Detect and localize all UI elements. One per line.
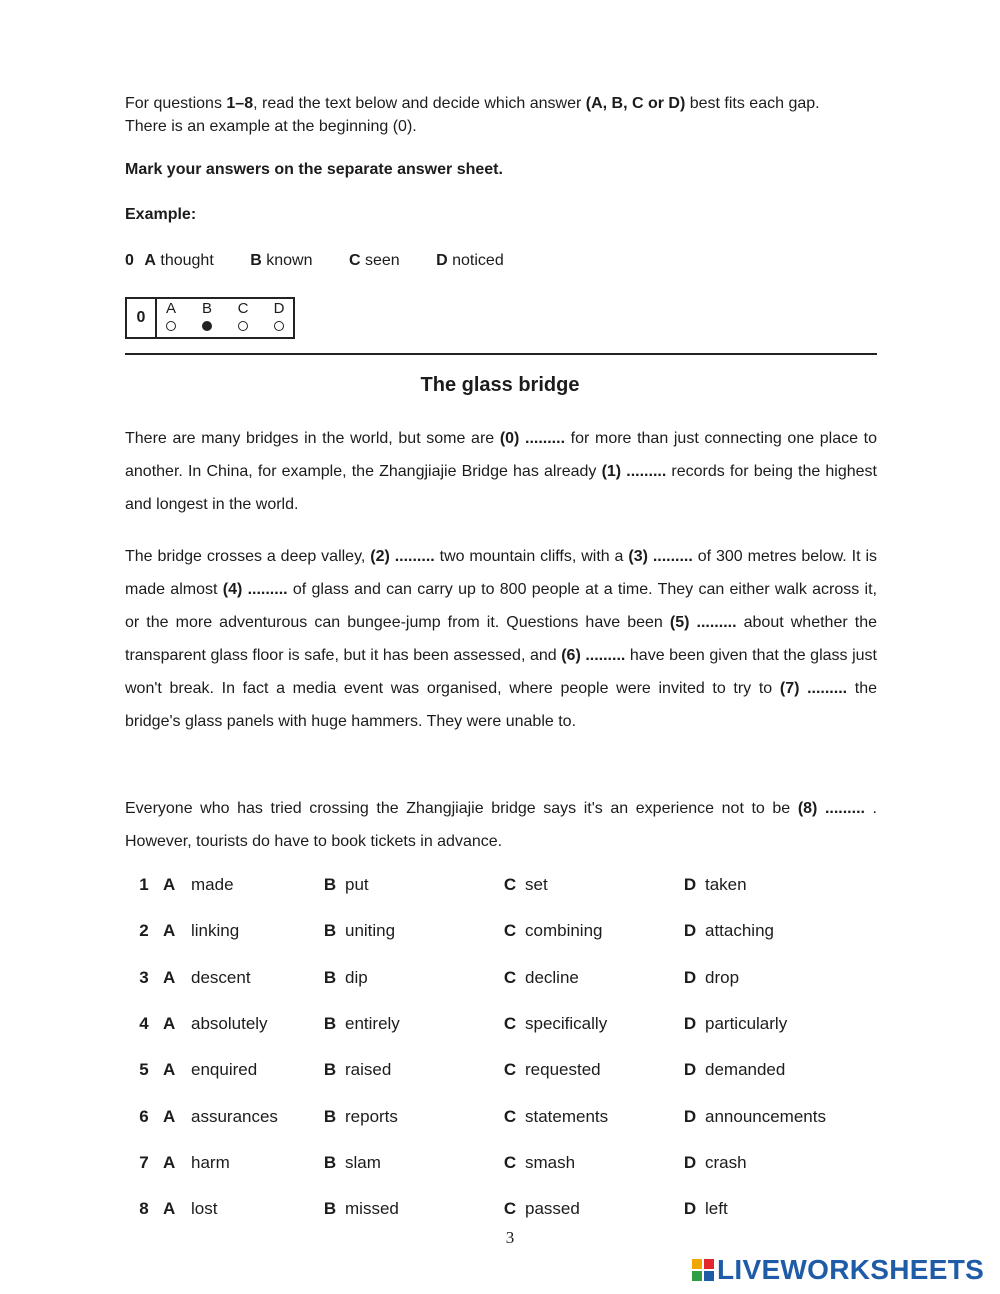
option-d[interactable]: attaching (705, 921, 774, 941)
gap-6: (6) ......... (561, 647, 626, 664)
example-options (125, 252, 504, 270)
option-b[interactable]: reports (345, 1106, 398, 1126)
answer-options-note: (A, B, C or D) (585, 95, 686, 112)
example-number: 0 (125, 252, 134, 269)
option-b[interactable]: missed (345, 1199, 399, 1219)
option-b[interactable]: dip (345, 967, 368, 987)
paragraph-2: The bridge crosses a deep valley, (2) ......... two mountain cliffs, with a (3) ......... of 300 metres below. It is made almost (4) ......... of glass and can carry up to 800 people at a time. They can either walk across it, or the more adventurous can bungee-jump from it. Questions have been (5) ......... about whether the transparent glass floor is safe, but it has been assessed, and (6) ......... have been given that the glass just won't break. In fact a media event was organised, where people were invited to try to (7) ......... the bridge's glass panels with huge hammers. They were unable to. (125, 548, 878, 730)
paragraph-1: There are many bridges in the world, but some are (0) ......... for more than just connecting one place to another. In China, for example, the Zhangjiajie Bridge has already (1) ......... records for being the highest and longest in the world. (125, 430, 878, 513)
option-c[interactable]: decline (525, 967, 579, 987)
option-c[interactable]: passed (525, 1199, 580, 1219)
instructions-text: For questions (125, 95, 227, 112)
option-a[interactable]: harm (191, 1152, 230, 1172)
question-row: 7 A harm B slam C smash D crash (125, 1140, 855, 1186)
option-d[interactable]: left (705, 1199, 728, 1219)
option-c[interactable]: combining (525, 921, 603, 941)
option-b[interactable]: raised (345, 1060, 392, 1080)
option-b[interactable]: entirely (345, 1014, 400, 1034)
option-b[interactable]: put (345, 875, 369, 895)
gap-4: (4) ......... (222, 581, 288, 598)
example-option-d: D noticed (436, 252, 504, 269)
question-range: 1–8 (226, 95, 254, 112)
answer-bubble-c: C (233, 301, 253, 335)
option-d[interactable]: demanded (705, 1060, 786, 1080)
option-a[interactable]: made (191, 875, 234, 895)
gap-8: (8) ......... (797, 800, 865, 817)
option-c[interactable]: smash (525, 1152, 576, 1172)
instructions-line-2: There is an example at the beginning (0). (125, 118, 417, 135)
option-d[interactable]: taken (705, 875, 747, 895)
option-d[interactable]: announcements (705, 1106, 826, 1126)
answer-box-number: 0 (127, 299, 157, 337)
example-option-c: C seen (348, 252, 400, 269)
mark-answers-note: Mark your answers on the separate answer sheet. (125, 161, 503, 178)
option-c[interactable]: specifically (525, 1014, 608, 1034)
option-a[interactable]: enquired (191, 1060, 258, 1080)
gap-2: (2) ......... (370, 548, 435, 565)
gap-3: (3) ......... (628, 548, 693, 565)
option-a[interactable]: linking (191, 921, 240, 941)
gap-7: (7) ......... (779, 680, 848, 697)
option-b[interactable]: uniting (345, 921, 396, 941)
instructions-text: best fits each gap. (685, 95, 820, 112)
question-row: 2 A linking B uniting C combining D attaching (125, 908, 855, 954)
question-row: 4 A absolutely B entirely C specifically D particularly (125, 1001, 855, 1047)
page-number: 3 (505, 1228, 515, 1247)
answer-bubble-d: D (269, 301, 289, 335)
instructions (125, 92, 885, 138)
question-row: 6 A assurances B reports C statements D announcements (125, 1093, 855, 1139)
option-d[interactable]: crash (705, 1152, 747, 1172)
option-a[interactable]: lost (191, 1199, 218, 1219)
question-row: 3 A descent B dip C decline D drop (125, 955, 855, 1001)
liveworksheets-logo[interactable] (692, 1254, 984, 1286)
option-a[interactable]: descent (191, 967, 251, 987)
question-row: 8 A lost B missed C passed D left (125, 1186, 855, 1232)
example-label: Example: (125, 206, 197, 223)
gap-5: (5) ......... (669, 614, 737, 631)
instructions-text: , read the text below and decide which answer (253, 95, 586, 112)
example-answer-box (125, 297, 295, 339)
divider (125, 353, 877, 355)
answer-bubble-a: A (161, 301, 181, 335)
option-d[interactable]: drop (705, 967, 740, 987)
option-b[interactable]: slam (345, 1152, 381, 1172)
option-c[interactable]: set (525, 875, 548, 895)
option-c[interactable]: statements (525, 1106, 609, 1126)
example-option-b: B known (250, 252, 313, 269)
option-c[interactable]: requested (525, 1060, 601, 1080)
gap-0: (0) ......... (499, 430, 566, 447)
question-row: 1 A made B put C set D taken (125, 862, 855, 908)
passage-title: The glass bridge (420, 374, 580, 396)
answer-bubble-b: B (197, 301, 217, 335)
option-a[interactable]: assurances (191, 1106, 278, 1126)
gap-1: (1) ......... (601, 463, 667, 480)
paragraph-3: Everyone who has tried crossing the Zhangjiajie bridge says it's an experience not to be (8) ......... . However, tourists do have to book tickets in advance. (125, 800, 878, 850)
option-d[interactable]: particularly (705, 1014, 788, 1034)
example-option-a: A thought (144, 252, 214, 269)
option-a[interactable]: absolutely (191, 1014, 268, 1034)
question-row: 5 A enquired B raised C requested D demanded (125, 1047, 855, 1093)
logo-text: LIVEWORKSHEETS (717, 1254, 985, 1285)
logo-icon (692, 1259, 714, 1281)
answer-options-table (125, 862, 855, 1232)
